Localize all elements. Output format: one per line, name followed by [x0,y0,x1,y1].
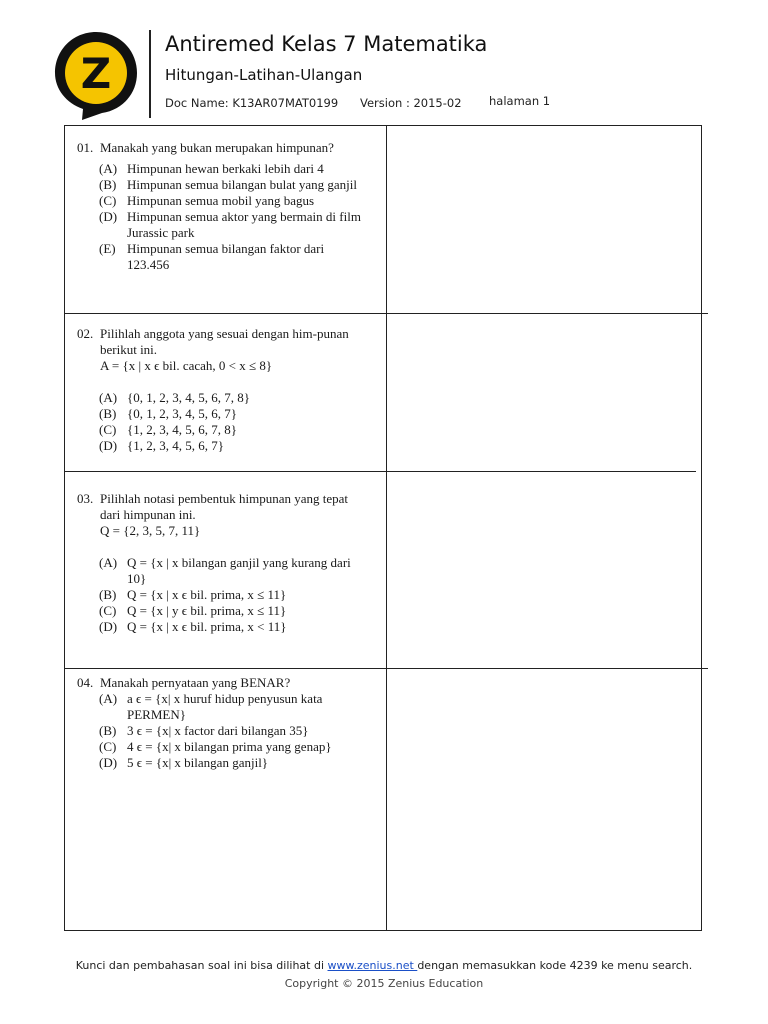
option-label: (D) [99,619,118,634]
option-list [99,390,377,454]
option-a [99,390,377,406]
option-text: Q = {x | x ϵ bil. prima, x < 11} [127,619,287,634]
question-stem [77,140,377,156]
question-02 [77,326,377,454]
row-divider [64,313,708,314]
option-d [99,755,377,771]
option-d [99,619,377,635]
option-text: Q = {x | x ϵ bil. prima, x ≤ 11} [127,587,287,602]
option-text: Himpunan semua aktor yang bermain di film Jurassic park [127,209,361,240]
row-divider [64,668,708,669]
option-text: {0, 1, 2, 3, 4, 5, 6, 7, 8} [127,390,250,405]
option-text: {0, 1, 2, 3, 4, 5, 6, 7} [127,406,237,421]
option-label: (B) [99,587,117,602]
option-b [99,723,377,739]
option-label: (E) [99,241,116,256]
doc-version: Version : 2015-02 [360,96,462,110]
option-text: Q = {x | x bilangan ganjil yang kurang dari 10} [127,555,351,586]
option-c [99,603,377,619]
option-b [99,587,377,603]
row-divider [64,471,696,472]
grid-column-divider [386,125,387,931]
option-c [99,193,377,209]
option-c [99,739,377,755]
option-label: (B) [99,723,117,738]
question-text: Manakah yang bukan merupakan himpunan? [100,140,334,155]
question-stem [77,326,377,358]
option-text: Himpunan semua bilangan faktor dari 123.456 [127,241,325,272]
copyright: Copyright © 2015 Zenius Education [284,977,484,990]
option-b [99,177,377,193]
option-text: {1, 2, 3, 4, 5, 6, 7, 8} [127,422,237,437]
question-text: Pilihlah anggota yang sesuai dengan him-punan berikut ini. [100,326,349,357]
question-01 [77,140,377,273]
header-divider [149,30,151,118]
footer-text-pre: Kunci dan pembahasan soal ini bisa dilihat di [75,959,328,972]
option-label: (D) [99,209,118,224]
option-b [99,406,377,422]
option-label: (A) [99,161,118,176]
option-d [99,438,377,454]
option-a [99,691,377,723]
set-definition: A = {x | x ϵ bil. cacah, 0 < x ≤ 8} [100,358,273,373]
option-label: (C) [99,603,117,618]
question-04 [77,675,377,771]
option-label: (A) [99,390,118,405]
option-a [99,161,377,177]
option-label: (D) [99,438,118,453]
option-label: (C) [99,193,117,208]
page-number: halaman 1 [489,94,551,108]
question-number: 04. [77,675,94,690]
option-text: a ϵ = {x| x huruf hidup penyusun kata PERMEN} [127,691,323,722]
doc-name: Doc Name: K13AR07MAT0199 [165,96,339,110]
question-text: Manakah pernyataan yang BENAR? [100,675,291,690]
option-label: (C) [99,739,117,754]
option-label: (C) [99,422,117,437]
question-number: 01. [77,140,94,155]
option-list [99,161,377,273]
option-text: 4 ϵ = {x| x bilangan prima yang genap} [127,739,332,754]
zenius-link[interactable]: www.zenius.net [327,959,418,972]
doc-subtitle: Hitungan-Latihan-Ulangan [165,66,363,84]
question-number: 03. [77,491,94,506]
option-text: 5 ϵ = {x| x bilangan ganjil} [127,755,269,770]
question-text: Pilihlah notasi pembentuk himpunan yang tepat dari himpunan ini. [100,491,349,522]
question-stem [77,491,377,523]
option-a [99,555,377,587]
zenius-logo [53,30,139,120]
doc-title: Antiremed Kelas 7 Matematika [165,32,488,56]
option-label: (B) [99,406,117,421]
option-text: Q = {x | y ϵ bil. prima, x ≤ 11} [127,603,287,618]
option-text: Himpunan semua bilangan bulat yang ganjil [127,177,357,192]
set-definition: Q = {2, 3, 5, 7, 11} [100,523,201,538]
option-text: {1, 2, 3, 4, 5, 6, 7} [127,438,224,453]
option-text: Himpunan semua mobil yang bagus [127,193,315,208]
question-stem [77,675,377,691]
option-text: Himpunan hewan berkaki lebih dari 4 [127,161,324,176]
option-list [99,691,377,771]
footer-note [0,959,768,972]
option-label: (D) [99,755,118,770]
option-e [99,241,377,273]
option-c [99,422,377,438]
option-label: (B) [99,177,117,192]
footer-text-post: dengan memasukkan kode 4239 ke menu search. [417,959,693,972]
option-list [99,555,377,635]
question-03 [77,491,377,635]
option-d [99,209,377,241]
option-label: (A) [99,691,118,706]
question-number: 02. [77,326,94,341]
option-label: (A) [99,555,118,570]
logo-letter: Z [80,49,112,98]
option-text: 3 ϵ = {x| x factor dari bilangan 35} [127,723,309,738]
